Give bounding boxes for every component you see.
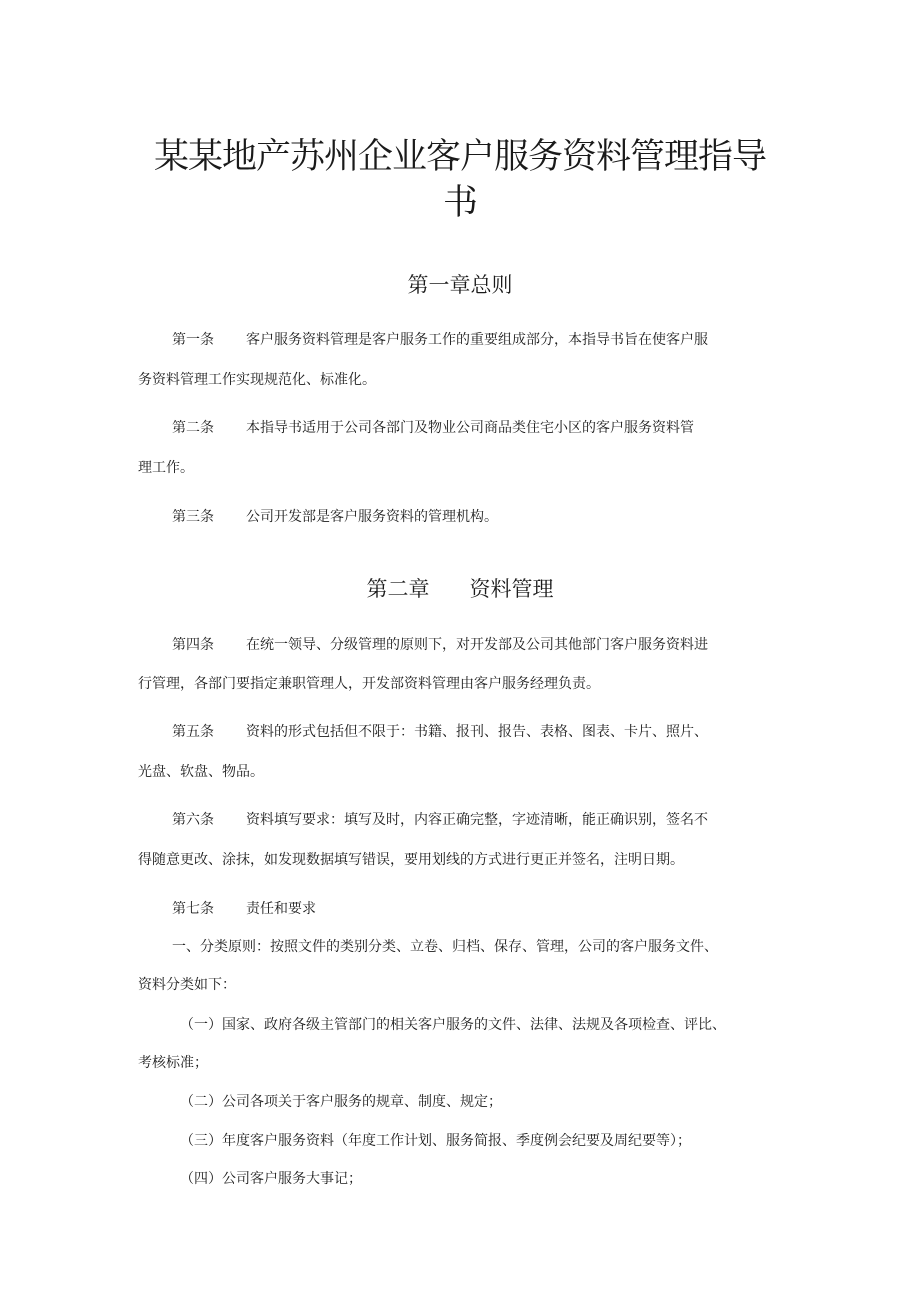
chapter-2-heading [0, 576, 920, 602]
article-2-text-line-1: 本指导书适用于公司各部门及物业公司商品类住宅小区的客户服务资料管 [246, 420, 694, 436]
article-1-label: 第一条 [172, 332, 214, 348]
article-7-first-line [172, 899, 316, 919]
chapter-2-name: 资料管理 [469, 577, 554, 601]
article-3-text-line-1: 公司开发部是客户服务资料的管理机构。 [246, 509, 498, 525]
document-title [120, 134, 800, 226]
document-title-line-1: 某某地产苏州企业客户服务资料管理指导 [153, 137, 766, 177]
article-1-text-line-2: 务资料管理工作实现规范化、标准化。 [138, 372, 376, 388]
article-2-text-line-2: 理工作。 [138, 460, 194, 476]
article-7-text-line-1: 责任和要求 [246, 901, 316, 917]
principle-1-text-line-1: 一、分类原则：按照文件的类别分类、立卷、归档、保存、管理，公司的客户服务文件、 [172, 939, 718, 955]
article-6-label: 第六条 [172, 812, 214, 828]
article-5-label: 第五条 [172, 724, 214, 740]
article-7-label: 第七条 [172, 901, 214, 917]
article-6-first-line [172, 810, 708, 830]
document-title-line-2: 书 [442, 183, 477, 223]
chapter-2-number: 第二章 [366, 577, 430, 601]
list-item-2: （二）公司各项关于客户服务的规章、制度、规定； [180, 1094, 502, 1110]
list-item-3: （三）年度客户服务资料（年度工作计划、服务简报、季度例会纪要及周纪要等）； [180, 1133, 691, 1149]
chapter-1-heading: 第一章总则 [407, 273, 513, 297]
article-5-first-line [172, 722, 708, 742]
article-6-text-line-2: 得随意更改、涂抹，如发现数据填写错误，要用划线的方式进行更正并签名，注明日期。 [138, 852, 684, 868]
article-5-text-line-2: 光盘、软盘、物品。 [138, 764, 264, 780]
article-1-first-line [172, 330, 708, 350]
article-2-first-line [172, 418, 694, 438]
list-item-1-line-2: 考核标准； [138, 1055, 208, 1071]
article-1-text-line-1: 客户服务资料管理是客户服务工作的重要组成部分，本指导书旨在使客户服 [246, 332, 708, 348]
article-3-label: 第三条 [172, 509, 214, 525]
article-6-text-line-1: 资料填写要求：填写及时，内容正确完整，字迹清晰，能正确识别，签名不 [246, 812, 708, 828]
article-5-text-line-1: 资料的形式包括但不限于：书籍、报刊、报告、表格、图表、卡片、照片、 [246, 724, 708, 740]
article-2-label: 第二条 [172, 420, 214, 436]
article-3-first-line [172, 507, 498, 527]
article-4-text-line-1: 在统一领导、分级管理的原则下，对开发部及公司其他部门客户服务资料进 [246, 637, 708, 653]
article-4-first-line [172, 635, 708, 655]
list-item-4: （四）公司客户服务大事记； [180, 1171, 362, 1187]
list-item-1-line-1: （一）国家、政府各级主管部门的相关客户服务的文件、法律、法规及各项检查、评比、 [180, 1017, 726, 1033]
article-4-label: 第四条 [172, 637, 214, 653]
principle-1-text-line-2: 资料分类如下： [138, 977, 236, 993]
article-4-text-line-2: 行管理，各部门要指定兼职管理人，开发部资料管理由客户服务经理负责。 [138, 676, 600, 692]
